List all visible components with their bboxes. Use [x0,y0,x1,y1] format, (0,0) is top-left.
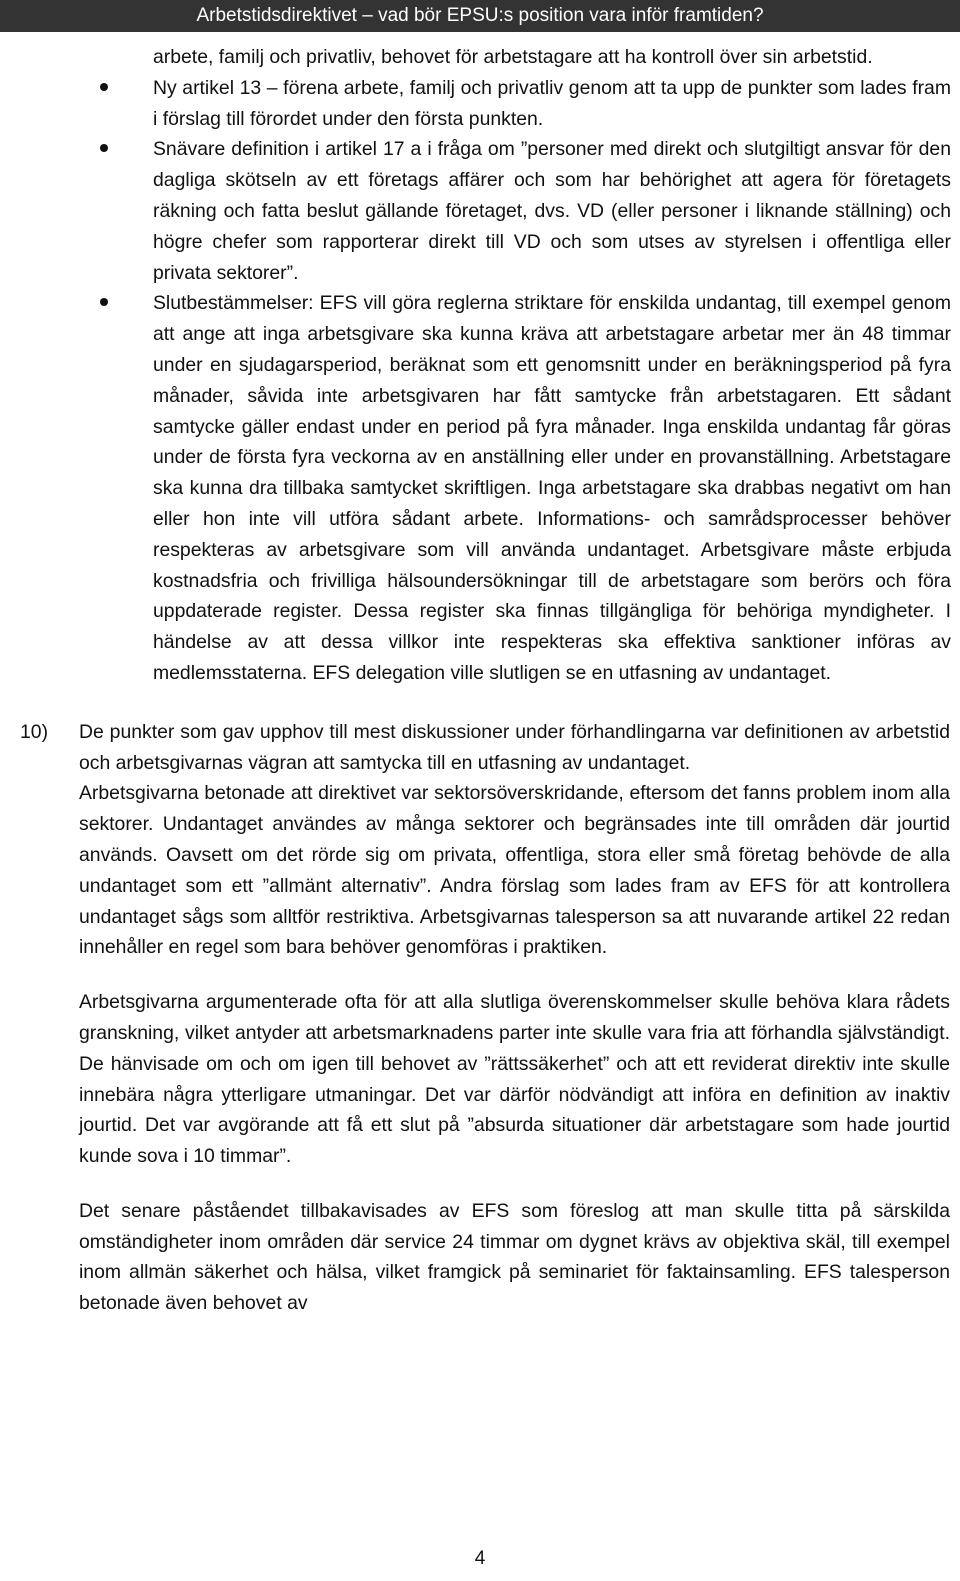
header-title: Arbetstidsdirektivet – vad bör EPSU:s position vara inför framtiden? [196,5,764,26]
section-paragraph-2: Arbetsgivarna betonade att direktivet var sektorsöverskridande, eftersom det fanns problem inom alla sektorer. Undantaget användes av många sektorer och begränsades inte till områden där jourtid används. Oavsett om det rörde sig om privata, offentliga, stora eller små företag behövde de alla undantaget som ett ”allmänt alternativ”. Andra förslag som lades fram av EFS för att kontrollera undantaget sågs som alltför restriktiva. Arbetsgivarnas talesperson sa att nuvarande artikel 22 redan innehåller en regel som bara behöver genomföras i praktiken. [79,782,950,959]
section-paragraph-3: Arbetsgivarna argumenterade ofta för att alla slutliga överenskommelser skulle behöva klara rådets granskning, vilket antyder att arbetsmarknadens parter inte skulle vara fria att förhandla självständigt. De hänvisade om och om igen till behovet av ”rättssäkerhet” och att ett reviderat direktiv inte skulle innebära några ytterligare utmaningar. Det var därför nödvändigt att införa en definition av inaktiv jourtid. Det var avgörande att få ett slut på ”absurda situationer där arbetstagare som hade jourtid kunde sova i 10 timmar”. [79,991,950,1168]
numbered-section-10 [0,717,960,1319]
bullet-list [0,42,960,689]
bullet-text: Snävare definition i artikel 17 a i fråga om ”personer med direkt och slutgiltigt ansvar för den dagliga skötseln av ett företags affärer och som har behörighet att agera för företagets räkning och fatta beslut gällande företaget, dvs. VD (eller personer i liknande ställning) och högre chefer som rapporterar direkt till VD och som utses av styrelsen i offentliga eller privata sektorer”. [153,138,951,284]
bullet-icon [100,298,108,306]
bullet-icon [100,144,108,152]
page-body [0,42,960,1319]
bullet-continuation-text: arbete, familj och privatliv, behovet för arbetstagare att ha kontroll över sin arbetstid. [153,46,873,68]
section-number: 10) [20,720,49,743]
bullet-icon [100,83,108,91]
bullet-item-article-17 [0,134,960,288]
section-paragraph-4: Det senare påståendet tillbakavisades av EFS som föreslog att man skulle titta på särskilda omständigheter inom områden där service 24 timmar om dygnet krävs av objektiva skäl, till exempel inom allmän säkerhet och hälsa, vilket framgick på seminariet för faktainsamling. EFS talesperson betonade även behovet av [79,1199,950,1315]
bullet-text: Slutbestämmelser: EFS vill göra reglerna striktare för enskilda undantag, till exempel genom att ange att inga arbetsgivare ska kunna kräva att arbetstagare arbetar mer än 48 timmar under en sjudagarsperiod, beräknat som ett genomsnitt under en beräkningsperiod på fyra månader, såvida inte arbetsgivaren har fått samtycke från arbetstagaren. Ett sådant samtycke gäller endast under en period på fyra månader. Inga enskilda undantag får göras under de första fyra veckorna av en anställning eller under en provanställning. Arbetstagare ska kunna dra tillbaka samtycket skriftligen. Inga arbetstagare ska drabbas negativt om han eller hon inte vill utföra sådant arbete. Informations- och samrådsprocesser behöver respekteras av arbetsgivare som vill använda undantaget. Arbetsgivare måste erbjuda kostnadsfria och frivilliga hälsoundersökningar till de arbetstagare som berörs och föra uppdaterade register. Dessa register ska finnas tillgängliga för behöriga myndigheter. I händelse av att dessa villkor inte respekteras ska effektiva sanktioner införas av medlemsstaterna. EFS delegation ville slutligen se en utfasning av undantaget. [153,292,951,684]
bullet-continuation [0,42,960,73]
bullet-item-article-13 [0,73,960,135]
running-header [0,0,960,32]
section-paragraph-1: De punkter som gav upphov till mest diskussioner under förhandlingarna var definitionen av arbetstid och arbetsgivarnas vägran att samtycka till en utfasning av undantaget. [79,720,950,774]
bullet-text: Ny artikel 13 – förena arbete, familj och privatliv genom att ta upp de punkter som lades fram i förslag till förordet under den första punkten. [153,76,951,130]
bullet-item-final-provisions [0,288,960,688]
page-number: 4 [474,1548,486,1569]
